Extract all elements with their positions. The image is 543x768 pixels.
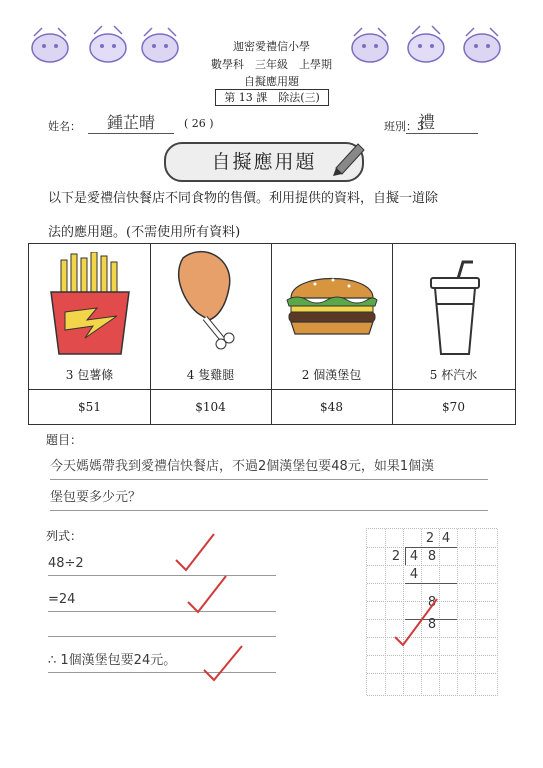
instruction-line-2: 法的應用題。(不需使用所有資料) bbox=[48, 225, 241, 240]
final-subtract-digit: 8 bbox=[427, 617, 437, 632]
menu-item-name: 4 隻雞腿 bbox=[186, 368, 235, 382]
question-line-1[interactable]: 今天媽媽帶我到愛禮信快餐店，不過2個漢堡包要48元，如果1個漢 bbox=[50, 455, 488, 480]
dividend-digit: 4 bbox=[409, 549, 419, 564]
check-mark-icon bbox=[200, 642, 246, 682]
class-label: 班別：3 bbox=[384, 120, 424, 133]
burger-icon bbox=[285, 268, 379, 338]
menu-table bbox=[28, 243, 516, 425]
menu-item-price: $48 bbox=[320, 400, 343, 414]
school-name: 迦密愛禮信小學 bbox=[233, 40, 310, 53]
worksheet-title: 自擬應用題 bbox=[244, 75, 299, 88]
instruction-line-1: 以下是愛禮信快餐店不同食物的售價。利用提供的資料，自擬一道除 bbox=[48, 191, 439, 206]
name-label: 姓名： bbox=[48, 120, 81, 133]
class-number: ( 26 ) bbox=[184, 117, 214, 130]
question-line-2[interactable]: 堡包要多少元？ bbox=[50, 486, 488, 511]
answer-line[interactable]: ∴ 1個漢堡包要24元。 bbox=[48, 650, 276, 673]
lesson-box: 第 13 課 除法(三) bbox=[215, 89, 329, 106]
menu-item-price: $51 bbox=[78, 400, 101, 414]
menu-item-price: $104 bbox=[195, 400, 226, 414]
working-label: 列式： bbox=[46, 529, 83, 543]
quotient-digit: 4 bbox=[441, 531, 451, 546]
soda-cup-icon bbox=[425, 258, 485, 358]
menu-item-name: 5 杯汽水 bbox=[429, 368, 478, 382]
menu-item-name: 3 包薯條 bbox=[65, 368, 114, 382]
check-mark-icon bbox=[184, 572, 230, 614]
name-field[interactable]: 鍾芷晴 bbox=[88, 110, 174, 134]
check-mark-icon bbox=[391, 595, 441, 647]
long-division-grid bbox=[366, 528, 497, 695]
subject-line: 數學科 三年級 上學期 bbox=[211, 58, 332, 71]
bring-down-digit: 8 bbox=[427, 595, 437, 610]
check-mark-icon bbox=[172, 530, 218, 572]
working-step-1[interactable]: 48÷2 bbox=[48, 553, 276, 576]
pencil-icon bbox=[330, 136, 370, 176]
working-step-2[interactable]: =24 bbox=[48, 589, 276, 612]
question-label: 題目： bbox=[46, 433, 83, 447]
banner-title: 自擬應用題 bbox=[164, 142, 364, 182]
subtract-digit: 4 bbox=[409, 567, 419, 582]
menu-item-price: $70 bbox=[442, 400, 465, 414]
working-blank-line bbox=[48, 636, 276, 637]
fries-icon bbox=[43, 252, 137, 356]
class-field[interactable]: 禮 bbox=[406, 108, 478, 134]
dividend-digit: 8 bbox=[427, 549, 437, 564]
quotient-digit: 2 bbox=[425, 531, 435, 546]
menu-item-name: 2 個漢堡包 bbox=[301, 368, 362, 382]
chicken-leg-icon bbox=[169, 248, 253, 356]
divisor: 2 bbox=[391, 549, 401, 564]
